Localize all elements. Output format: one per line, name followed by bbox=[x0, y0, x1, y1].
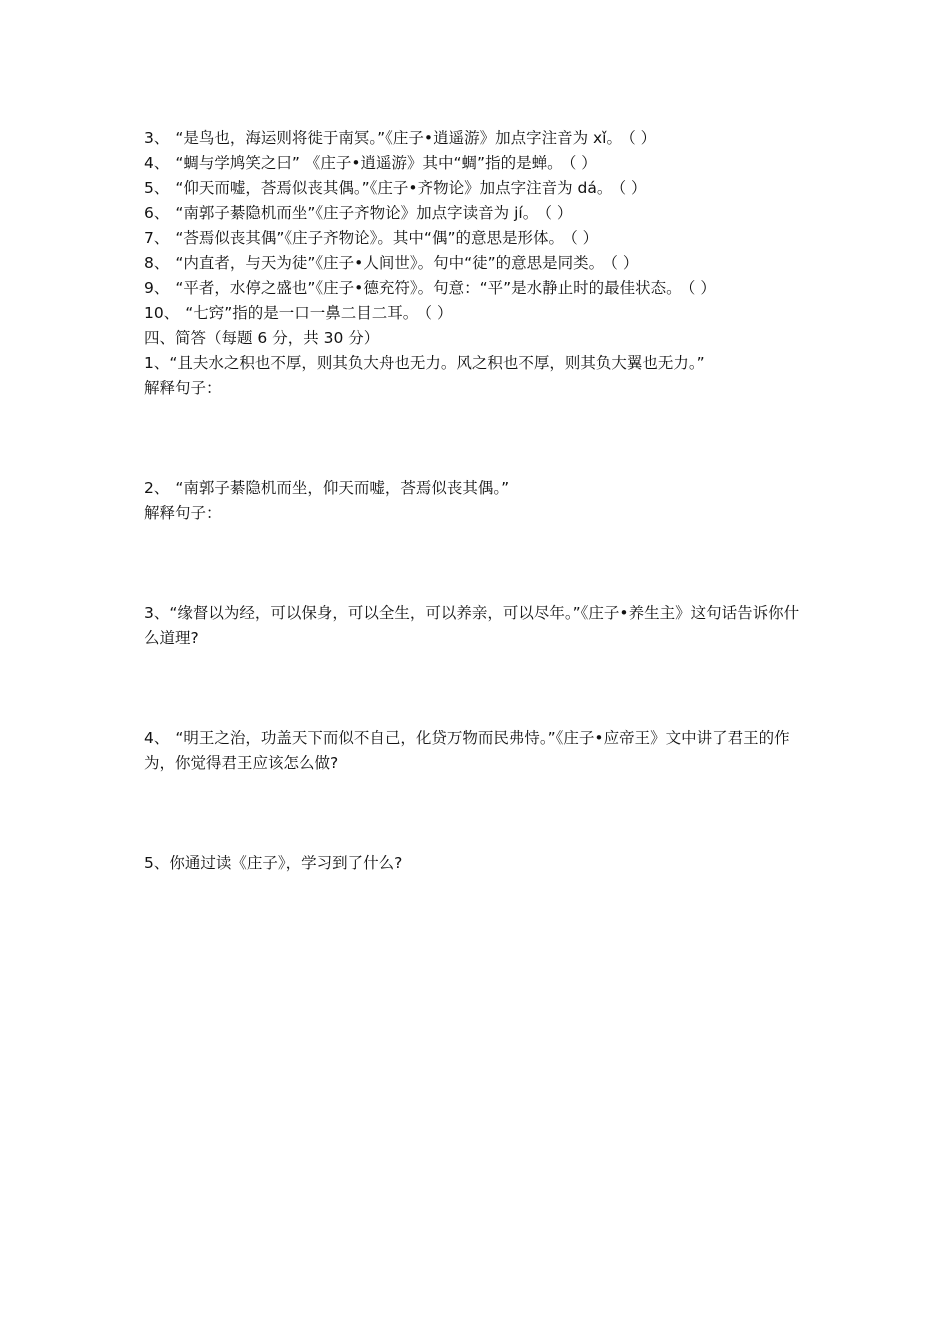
answer-space-4[interactable] bbox=[144, 776, 814, 851]
answer-space-3[interactable] bbox=[144, 651, 814, 726]
tf-item-4: 4、 “蜩与学鸠笑之曰” 《庄子•逍遥游》其中“蜩”指的是蝉。 （ ） bbox=[144, 154, 597, 172]
tf-item-6: 6、 “南郭子綦隐机而坐”《庄子齐物论》加点字读音为 jí。 （ ） bbox=[144, 204, 573, 222]
question-1-prompt: 解释句子： bbox=[144, 379, 222, 397]
answer-space-1[interactable] bbox=[144, 401, 814, 476]
tf-item-7: 7、 “荅焉似丧其偶”《庄子齐物论》。其中“偶”的意思是形体。 （ ） bbox=[144, 229, 599, 247]
answer-blank[interactable]: （ ） bbox=[544, 204, 573, 222]
tf-item-3: 3、 “是鸟也，海运则将徙于南冥。”《庄子•逍遥游》加点字注音为 xǐ。 （ ） bbox=[144, 129, 657, 147]
question-3: 3、“缘督以为经，可以保身，可以全生，可以养亲，可以尽年。”《庄子•养生主》这句话告诉你什么道理? bbox=[144, 604, 800, 647]
tf-item-8: 8、 “内直者，与天为徒”《庄子•人间世》。句中“徒”的意思是同类。 （ ） bbox=[144, 254, 639, 272]
section-title: 四、简答（每题 6 分，共 30 分） bbox=[144, 329, 380, 347]
answer-blank[interactable]: （ ） bbox=[568, 154, 597, 172]
answer-blank[interactable]: （ ） bbox=[618, 179, 647, 197]
true-false-list bbox=[144, 126, 814, 326]
question-5: 5、你通过读《庄子》，学习到了什么? bbox=[144, 854, 403, 872]
question-1: 1、“且夫水之积也不厚，则其负大舟也无力。风之积也不厚，则其负大翼也无力。” bbox=[144, 354, 705, 372]
answer-space-2[interactable] bbox=[144, 526, 814, 601]
question-4: 4、 “明王之治，功盖天下而似不自己，化贷万物而民弗恃。”《庄子•应帝王》文中讲了君王的作为，你觉得君王应该怎么做? bbox=[144, 729, 790, 772]
short-answer-list bbox=[144, 351, 814, 876]
tf-item-5: 5、 “仰天而嘘，荅焉似丧其偶。”《庄子•齐物论》加点字注音为 dá。 （ ） bbox=[144, 179, 647, 197]
tf-item-10: 10、 “七窍”指的是一口一鼻二目二耳。 （ ） bbox=[144, 304, 453, 322]
question-2: 2、 “南郭子綦隐机而坐，仰天而嘘，荅焉似丧其偶。” bbox=[144, 479, 510, 497]
answer-blank[interactable]: （ ） bbox=[610, 254, 639, 272]
tf-item-9: 9、 “平者，水停之盛也”《庄子•德充符》。句意：“平”是水静止时的最佳状态。 （ ） bbox=[144, 279, 716, 297]
answer-blank[interactable]: （ ） bbox=[424, 304, 453, 322]
answer-blank[interactable]: （ ） bbox=[628, 129, 657, 147]
question-2-prompt: 解释句子： bbox=[144, 504, 222, 522]
document-page bbox=[144, 126, 814, 876]
answer-blank[interactable]: （ ） bbox=[687, 279, 716, 297]
answer-blank[interactable]: （ ） bbox=[570, 229, 599, 247]
